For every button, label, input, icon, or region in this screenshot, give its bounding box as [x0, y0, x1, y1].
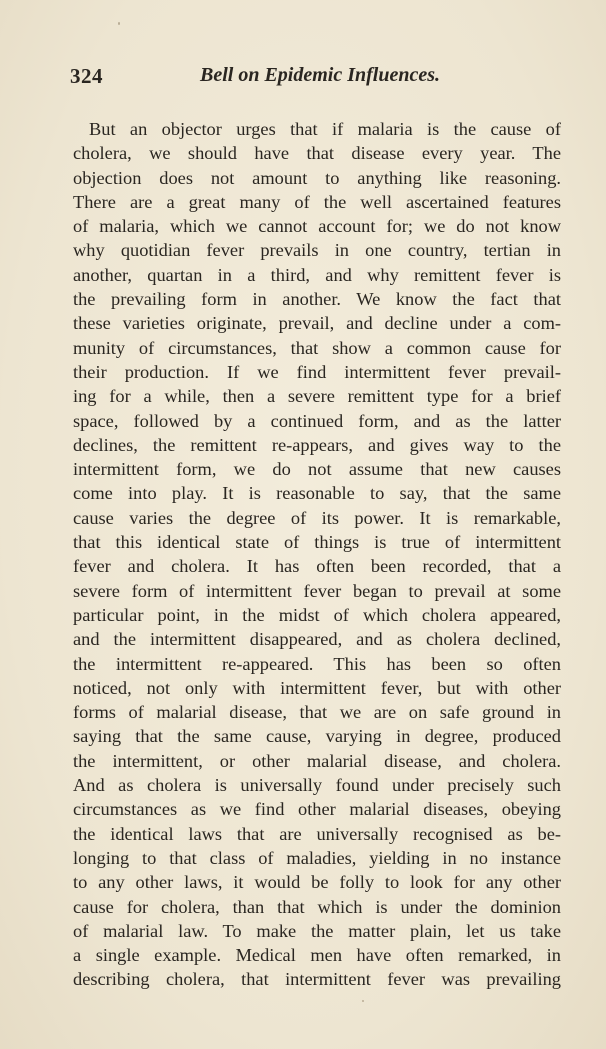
text-line: cause varies the degree of its power. It is remarkable,: [73, 507, 561, 528]
text-line: longing to that class of maladies, yielding in no instance: [73, 847, 561, 868]
text-line: the intermittent, or other malarial disease, and cholera.: [73, 750, 561, 771]
text-line: declines, the remittent re-appears, and gives way to the: [73, 434, 561, 455]
text-line: But an objector urges that if malaria is the cause of: [89, 119, 561, 139]
text-line: and the intermittent disappeared, and as cholera declined,: [73, 629, 561, 650]
text-line: the intermittent re-appeared. This has been so often: [73, 653, 561, 674]
text-line: the identical laws that are universally recognised as be-: [73, 823, 561, 844]
text-line: their production. If we find intermittent fever prevail-: [73, 361, 561, 382]
paper-speck: [362, 1000, 364, 1002]
text-line: And as cholera is universally found under precisely such: [73, 775, 561, 796]
text-line: a single example. Medical men have often remarked, in: [73, 945, 561, 966]
text-line: of malaria, which we cannot account for; we do not know: [73, 216, 561, 237]
text-line: munity of circumstances, that show a common cause for: [73, 337, 561, 358]
text-line: of malarial law. To make the matter plain, let us take: [73, 920, 561, 941]
text-line: cholera, we should have that disease every year. The: [73, 143, 561, 164]
text-line: the prevailing form in another. We know the fact that: [73, 289, 561, 310]
text-line: come into play. It is reasonable to say, that the same: [73, 483, 561, 504]
text-line: noticed, not only with intermittent fever, but with other: [73, 677, 561, 698]
text-line: There are a great many of the well ascertained features: [73, 191, 561, 212]
text-line: cause for cholera, than that which is under the dominion: [73, 896, 561, 917]
text-line: space, followed by a continued form, and as the latter: [73, 410, 561, 431]
page-number: 324: [70, 64, 103, 88]
text-line: fever and cholera. It has often been recorded, that a: [73, 556, 561, 577]
body-paragraph: [73, 117, 561, 992]
text-line: describing cholera, that intermittent fever was prevailing: [73, 969, 561, 990]
text-line: severe form of intermittent fever began to prevail at some: [73, 580, 561, 601]
running-head: Bell on Epidemic Influences.: [200, 64, 440, 86]
page-header: [70, 64, 540, 94]
text-line: circumstances as we find other malarial diseases, obeying: [73, 799, 561, 820]
text-line: intermittent form, we do not assume that new causes: [73, 459, 561, 480]
text-line: that this identical state of things is true of intermittent: [73, 532, 561, 553]
text-line: ing for a while, then a severe remittent type for a brief: [73, 386, 561, 407]
text-line: forms of malarial disease, that we are on safe ground in: [73, 702, 561, 723]
text-line: particular point, in the midst of which cholera appeared,: [73, 604, 561, 625]
paper-speck: [118, 22, 120, 25]
text-line: saying that the same cause, varying in degree, produced: [73, 726, 561, 747]
text-line: why quotidian fever prevails in one country, tertian in: [73, 240, 561, 261]
text-line: these varieties originate, prevail, and decline under a com-: [73, 313, 561, 334]
text-line: another, quartan in a third, and why remittent fever is: [73, 264, 561, 285]
text-line: objection does not amount to anything like reasoning.: [73, 167, 561, 188]
text-line: to any other laws, it would be folly to look for any other: [73, 872, 561, 893]
